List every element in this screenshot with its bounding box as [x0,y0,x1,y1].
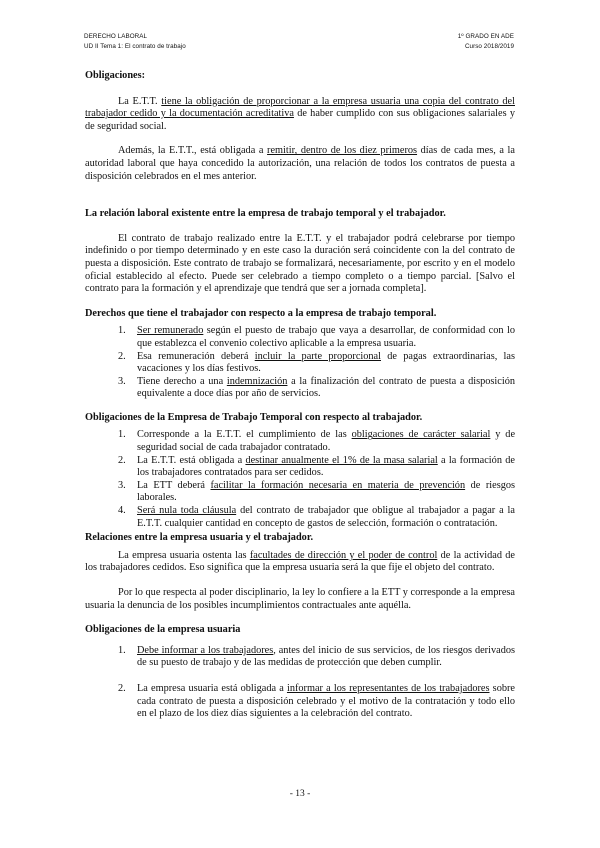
list-item [85,683,515,721]
heading-obligaciones-ett: Obligaciones de la Empresa de Trabajo Temporal con respecto al trabajador. [85,411,423,423]
paragraph-facultades [85,550,515,575]
text: y de seguridad social de cada trabajador contratado. [137,429,516,454]
item-number: 2. [118,350,126,362]
text: sobre cada contrato de puesta a disposición celebrado y el motivo de la contratación y todo ello en el plazo de los diez días siguientes a la celebración del contrato. [137,682,515,720]
text: La E.T.T. [118,95,162,107]
list-obligaciones-ett [85,429,515,530]
text: La E.T.T. está obligada a [137,454,246,466]
text: a la finalización del contrato de puesta a disposición equivalente a doce días por año de servicios. [137,375,515,400]
text: de riesgos laborales. [137,479,516,504]
page-body [85,70,515,721]
underlined-text: indemnización [226,375,288,387]
underlined-text: informar a los representantes de los trabajadores [286,682,490,694]
heading-derechos-trabajador: Derechos que tiene el trabajador con respecto a la empresa de trabajo temporal. [85,307,437,319]
header-right [458,32,514,51]
text: de pagas extraordinarias, las vacaciones y los días festivos. [137,350,515,375]
underlined-text: destinar anualmente el 1% de la masa salarial [245,454,438,466]
text: del contrato de trabajador que obligue al trabajador a pagar a la E.T.T. cualquier cantidad en concepto de gastos de selección, formación o contratación. [137,505,515,529]
underlined-text: facultades de dirección y el poder de control [249,549,438,561]
item-number: 1. [118,325,126,337]
text: La ETT deberá [137,479,211,491]
item-number: 2. [118,454,126,466]
heading-relacion-laboral: La relación laboral existente entre la empresa de trabajo temporal y el trabajador. [85,208,446,220]
course-year: Curso 2018/2019 [464,42,514,50]
item-number: 1. [118,644,126,656]
underlined-text: Ser remunerado [137,325,204,337]
text: Además, la E.T.T., está obligada a [118,145,268,157]
degree-label: 1º GRADO EN ADE [457,33,514,40]
list-item [85,325,515,350]
unit-title: UD II Tema 1: El contrato de trabajo [84,42,186,50]
text: de la actividad de los trabajadores cedidos. Eso significa que la empresa usuaria será la que fije el objeto del contrato. [85,549,516,574]
text: según el puesto de trabajo que vaya a desarrollar, de conformidad con lo que establezca el convenio colectivo aplicable a la empresa usuaria. [137,325,515,349]
item-number: 2. [118,682,126,694]
text: La empresa usuaria ostenta las [118,549,250,561]
item-number: 4. [118,505,126,517]
underlined-text: Debe informar a los trabajadores [137,644,274,656]
heading-obligaciones: Obligaciones: [85,70,146,81]
paragraph-poder-disciplinario: Por lo que respecta al poder disciplinario, la ley lo confiere a la ETT y corresponde a la empresa usuaria la denuncia de los posibles incumplimientos contractuales ante aquélla. [85,587,515,611]
list-item [85,480,515,505]
page-number: - 13 - [289,789,311,799]
underlined-text: obligaciones de carácter salarial [351,429,491,441]
underlined-text: remitir, dentro de los diez primeros [267,145,418,157]
list-obligaciones-usuaria [85,645,515,721]
paragraph-ett-obligation [85,96,515,134]
underlined-text: facilitar la formación necesaria en materia de prevención [210,479,466,491]
text: , antes del inicio de sus servicios, de los riesgos derivados de su puesto de trabajo y de las medidas de protección que deben cumplir. [137,644,515,669]
list-item [85,376,515,401]
underlined-text: Será nula toda cláusula [137,505,237,517]
heading-relaciones-usuaria: Relaciones entre la empresa usuaria y el trabajador. [85,532,314,544]
heading-obligaciones-usuaria: Obligaciones de la empresa usuaria [85,624,241,636]
list-item [85,429,515,454]
paragraph-ett-remitir [85,145,515,183]
text: La empresa usuaria está obligada a [137,682,287,694]
list-item [85,351,515,376]
item-number: 3. [118,375,126,387]
course-title: DERECHO LABORAL [84,33,148,40]
item-number: 1. [118,429,126,441]
text: Tiene derecho a una [137,375,227,387]
list-derechos [85,325,515,401]
text: a la formación de los trabajadores contratados para ser cedidos. [137,454,515,479]
underlined-text: tiene la obligación de proporcionar a la empresa usuaria una copia del contrato del trabajador cedido y la documentación acreditativa [85,95,515,120]
list-item [85,455,515,480]
list-item [85,645,515,670]
header-left [84,32,186,51]
text: Esa remuneración deberá [137,350,255,362]
text: Corresponde a la E.T.T. el cumplimiento de las [137,429,352,441]
underlined-text: incluir la parte proporcional [254,350,381,362]
list-item [85,505,515,530]
text: de haber cumplido con sus obligaciones salariales y de seguridad social. [85,108,515,132]
item-number: 3. [118,479,126,491]
text: días de cada mes, a la autoridad laboral que haya concedido la autorización, una relación de todos los contratos de puesta a disposición celebrados en el mes anterior. [85,145,515,182]
paragraph-contrato-trabajo: El contrato de trabajo realizado entre la E.T.T. y el trabajador podrá celebrarse por tiempo indefinido o por tiempo determinado y en este caso la duración será coincidente con la del contrato de puesta a disposición. Este contrato de trabajo se formalizará, necesariamente, por escrito y en el modelo oficial establecido al efecto. Puede ser celebrado a tiempo completo o a tiempo parcial. [Salvo el contrato para la formación y el aprendizaje que tendrá que ser a jornada completa]. [85,232,515,295]
